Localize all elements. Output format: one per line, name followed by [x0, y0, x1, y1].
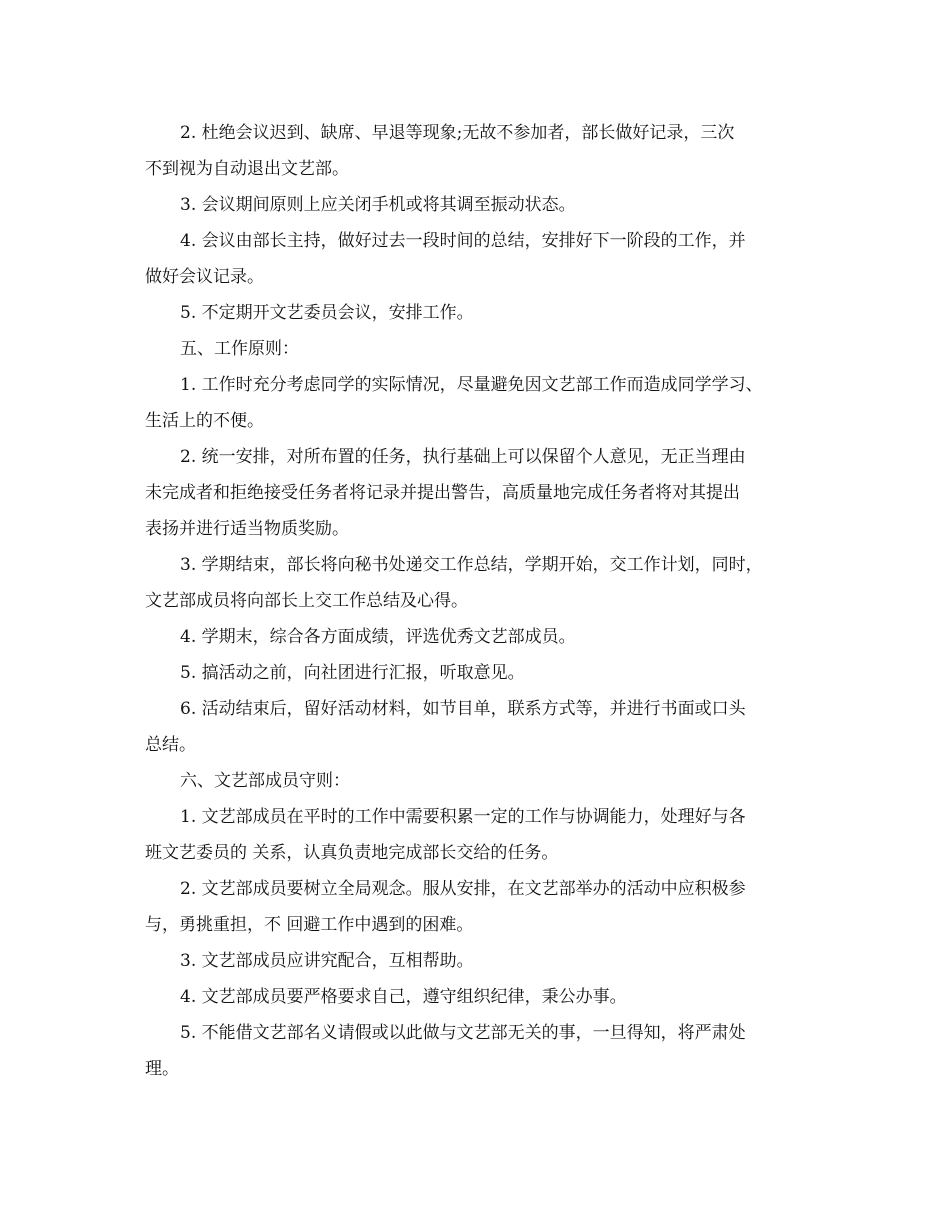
text-line: 5. 不定期开文艺委员会议，安排工作。	[180, 303, 474, 323]
text-line: 未完成者和拒绝接受任务者将记录并提出警告，高质量地完成任务者将对其提出	[145, 483, 740, 503]
text-line: 1. 文艺部成员在平时的工作中需要积累一定的工作与协调能力，处理好与各	[180, 807, 746, 827]
text-line: 表扬并进行适当物质奖励。	[145, 519, 349, 539]
text-line: 1. 工作时充分考虑同学的实际情况，尽量避免因文艺部工作而造成同学学习、	[180, 375, 763, 395]
text-line: 生活上的不便。	[145, 411, 264, 431]
text-line: 文艺部成员将向部长上交工作总结及心得。	[145, 591, 468, 611]
text-line: 3. 学期结束，部长将向秘书处递交工作总结，学期开始，交工作计划，同时，	[180, 555, 763, 575]
text-line: 总结。	[145, 735, 196, 755]
text-line: 3. 会议期间原则上应关闭手机或将其调至振动状态。	[180, 195, 576, 215]
text-line: 2. 文艺部成员要树立全局观念。服从安排，在文艺部举办的活动中应积极参	[180, 879, 746, 899]
text-line: 班文艺委员的 关系，认真负责地完成部长交给的任务。	[145, 843, 559, 863]
text-line: 5. 搞活动之前，向社团进行汇报，听取意见。	[180, 663, 525, 683]
section-heading: 五、工作原则：	[180, 339, 299, 359]
text-line: 2. 统一安排，对所布置的任务，执行基础上可以保留个人意见，无正当理由	[180, 447, 746, 467]
text-line: 做好会议记录。	[145, 267, 264, 287]
text-line: 与，勇挑重担，不 回避工作中遇到的困难。	[145, 915, 474, 935]
text-line: 理。	[145, 1059, 179, 1079]
text-line: 5. 不能借文艺部名义请假或以此做与文艺部无关的事，一旦得知，将严肃处	[180, 1023, 746, 1043]
text-line: 4. 文艺部成员要严格要求自己，遵守组织纪律，秉公办事。	[180, 987, 627, 1007]
text-line: 不到视为自动退出文艺部。	[145, 159, 349, 179]
text-line: 3. 文艺部成员应讲究配合，互相帮助。	[180, 951, 474, 971]
text-line: 4. 学期末，综合各方面成绩，评选优秀文艺部成员。	[180, 627, 576, 647]
text-line: 2. 杜绝会议迟到、缺席、早退等现象;无故不参加者，部长做好记录，三次	[180, 123, 735, 143]
text-line: 4. 会议由部长主持，做好过去一段时间的总结，安排好下一阶段的工作，并	[180, 231, 746, 251]
section-heading: 六、文艺部成员守则：	[180, 771, 350, 791]
text-line: 6. 活动结束后，留好活动材料，如节目单，联系方式等，并进行书面或口头	[180, 699, 746, 719]
